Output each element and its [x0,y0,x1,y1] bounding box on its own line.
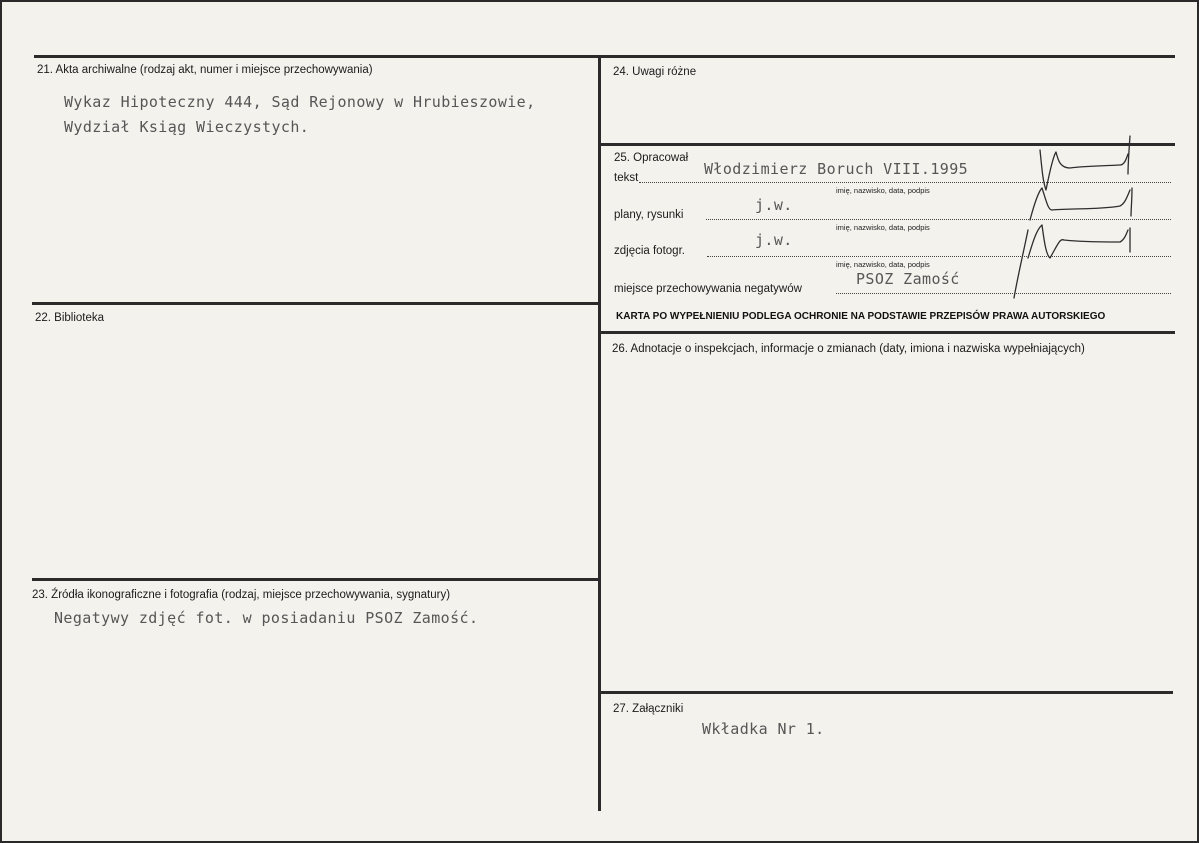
section-26-label: 26. Adnotacje o inspekcjach, informacje o zmianach (daty, imiona i nazwiska wypełniających) [612,343,1085,355]
tekst-hint: imię, nazwisko, data, podpis [836,186,930,195]
rule-right-26-27 [600,691,1173,694]
zdjecia-label: zdjęcia fotogr. [614,245,685,257]
rule-left-21-22 [32,302,600,305]
section-25-label: 25. Opracował [614,152,689,164]
section-21-label: 21. Akta archiwalne (rodzaj akt, numer i miejsce przechowywania) [37,64,373,76]
rule-right-25-26 [600,331,1175,334]
section-27-line-1: Wkładka Nr 1. [702,720,825,738]
center-divider [598,55,601,811]
section-23-line-1: Negatywy zdjęć fot. w posiadaniu PSOZ Zamość. [54,609,479,627]
section-21-line-1: Wykaz Hipoteczny 444, Sąd Rejonowy w Hrubieszowie, [64,93,536,111]
negatywy-label: miejsce przechowywania negatywów [614,283,802,295]
tekst-value: Włodzimierz Boruch VIII.1995 [704,160,969,178]
plany-value: j.w. [755,196,793,214]
tekst-label: tekst [614,172,639,184]
zdjecia-value: j.w. [755,231,793,249]
top-rule [34,55,1175,58]
section-27-label: 27. Załączniki [613,703,684,715]
section-22-label: 22. Biblioteka [35,312,105,324]
plany-hint: imię, nazwisko, data, podpis [836,223,930,232]
section-21-line-2: Wydział Ksiąg Wieczystych. [64,118,310,136]
handwritten-signature [1012,130,1142,300]
copyright-notice: KARTA PO WYPEŁNIENIU PODLEGA OCHRONIE NA PODSTAWIE PRZEPISÓW PRAWA AUTORSKIEGO [616,311,1106,322]
rule-left-22-23 [32,578,600,581]
zdjecia-hint: imię, nazwisko, data, podpis [836,260,930,269]
section-23-label: 23. Źródła ikonograficzne i fotografia (rodzaj, miejsce przechowywania, sygnatury) [32,589,451,601]
plany-label: plany, rysunki [614,209,684,221]
negatywy-value: PSOZ Zamość [856,270,960,288]
section-24-label: 24. Uwagi różne [613,66,697,78]
